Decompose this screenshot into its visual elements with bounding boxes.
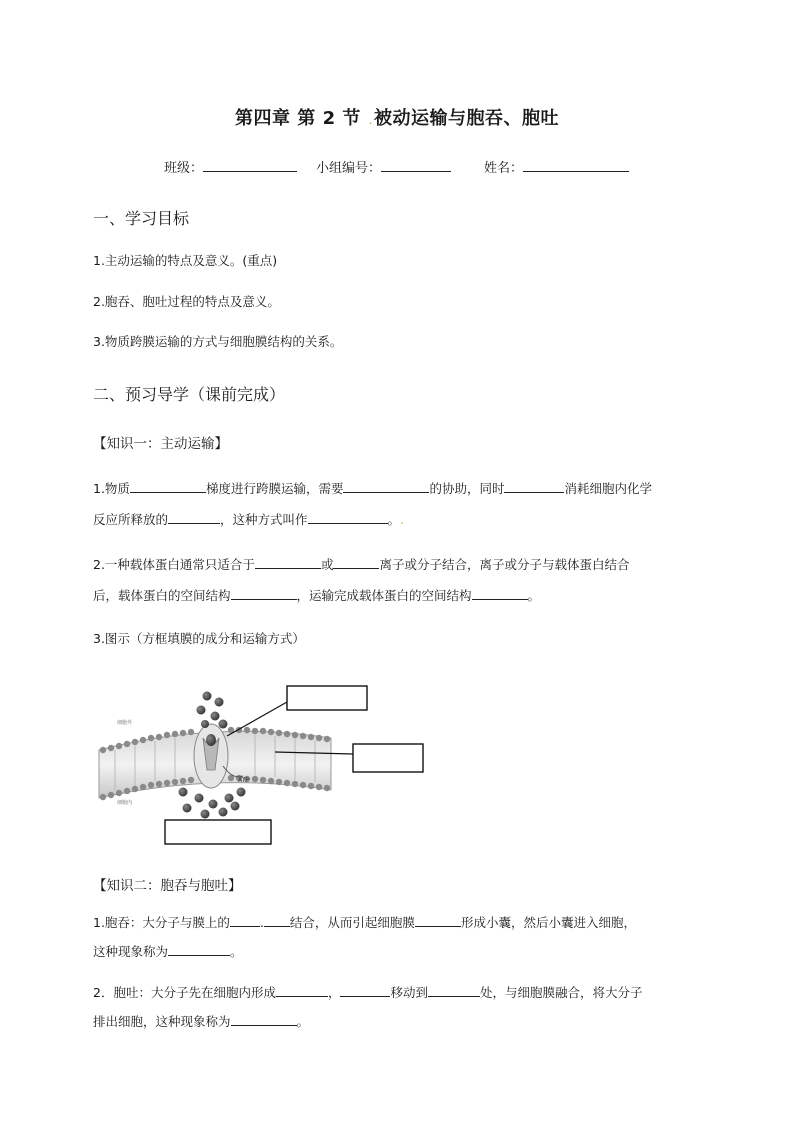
q5-text-e: 排出细胞，这种现象称为 xyxy=(93,1014,231,1029)
q2-text-c: 离子或分子结合，离子或分子与载体蛋白结合 xyxy=(379,557,630,572)
q1-text-c: 的协助，同时 xyxy=(429,481,505,496)
class-label: 班级： xyxy=(164,161,204,176)
answer-box-protein xyxy=(287,686,367,710)
q2-blank-3[interactable] xyxy=(231,587,297,600)
q2-text-b: 或 xyxy=(320,557,334,572)
q4-blank-1a[interactable] xyxy=(230,914,260,927)
q1-blank-1[interactable] xyxy=(130,480,206,493)
q1-blank-3[interactable] xyxy=(504,480,564,493)
q4-blank-1b[interactable] xyxy=(264,914,290,927)
q5-blank-4[interactable] xyxy=(231,1013,297,1026)
q1-text-b: 梯度进行跨膜运输，需要 xyxy=(205,481,344,496)
q5-text-d: 处，与细胞膜融合，将大分子 xyxy=(480,985,643,1000)
class-blank[interactable] xyxy=(203,159,297,172)
answer-box-transport xyxy=(165,820,271,844)
title-chapter: 第四章 第 2 节 xyxy=(235,108,361,129)
q1-blank-5[interactable] xyxy=(308,511,388,524)
q1-text-a: 1.物质 xyxy=(93,481,130,496)
question-4-line1 xyxy=(93,913,636,931)
membrane-transport-diagram xyxy=(95,680,435,850)
group-blank[interactable] xyxy=(381,159,451,172)
q4-blank-3[interactable] xyxy=(168,943,230,956)
question-1-line1 xyxy=(93,479,652,497)
q2-blank-2[interactable] xyxy=(333,556,379,569)
goal-item: 2.胞吞、胞吐过程的特点及意义。 xyxy=(93,294,280,309)
question-4-line2 xyxy=(93,942,243,960)
q1-blank-2[interactable] xyxy=(343,480,429,493)
q4-text-a: 1.胞吞：大分子与膜上的 xyxy=(93,915,230,930)
question-5-line2 xyxy=(93,1012,309,1030)
q4-text-d: 这种现象称为 xyxy=(93,944,169,959)
group-label: 小组编号： xyxy=(316,161,382,176)
section-heading-goals: 一、学习目标 xyxy=(93,209,190,228)
q5-text-b: ， xyxy=(327,985,341,1000)
name-label: 姓名： xyxy=(484,161,524,176)
title-topic: 被动运输与胞吞、胞吐 xyxy=(373,108,559,129)
q5-text-c: 移动到 xyxy=(390,985,428,1000)
knowledge1-heading: 【知识一：主动运输】 xyxy=(93,436,228,452)
q4-dot: . xyxy=(259,915,264,930)
molecules-outside xyxy=(197,692,228,729)
q1-text-d: 消耗细胞内化学 xyxy=(564,481,652,496)
q4-text-b: 结合，从而引起细胞膜 xyxy=(289,915,415,930)
q4-text-e: 。 xyxy=(230,944,243,959)
atp-label: ATP xyxy=(238,777,249,784)
page-title xyxy=(0,104,794,130)
question-3: 3.图示（方框填膜的成分和运输方式） xyxy=(93,631,305,646)
q2-blank-4[interactable] xyxy=(472,587,528,600)
q4-blank-2[interactable] xyxy=(415,914,461,927)
q5-text-a: 2．胞吐：大分子先在细胞内形成 xyxy=(93,985,276,1000)
inside-label: 细胞内 xyxy=(117,800,133,806)
question-5-line1 xyxy=(93,983,643,1001)
q5-text-f: 。 xyxy=(296,1014,310,1029)
q1-dot: . xyxy=(400,512,405,527)
q5-blank-1[interactable] xyxy=(276,984,328,997)
q2-text-f: 。 xyxy=(527,588,541,603)
q5-blank-3[interactable] xyxy=(428,984,480,997)
outside-label: 细胞外 xyxy=(117,720,133,726)
title-dot: . xyxy=(368,113,373,127)
membrane-svg xyxy=(95,680,435,850)
q4-text-c: 形成小囊，然后小囊进入细胞， xyxy=(460,915,636,930)
group-field xyxy=(316,157,451,176)
name-field xyxy=(484,157,629,176)
q5-blank-2[interactable] xyxy=(340,984,390,997)
q2-text-d: 后，载体蛋白的空间结构 xyxy=(93,588,231,603)
carrier-protein xyxy=(194,724,228,788)
class-field xyxy=(164,157,297,176)
name-blank[interactable] xyxy=(523,159,629,172)
question-2-line2 xyxy=(93,586,540,604)
answer-box-membrane xyxy=(353,744,423,772)
q2-text-e: ，运输完成载体蛋白的空间结构 xyxy=(296,588,472,603)
goal-item: 3.物质跨膜运输的方式与细胞膜结构的关系。 xyxy=(93,334,343,349)
q1-blank-4[interactable] xyxy=(168,511,220,524)
knowledge2-heading: 【知识二：胞吞与胞吐】 xyxy=(93,878,242,894)
q1-text-g: 。 xyxy=(387,512,401,527)
question-1-line2 xyxy=(93,510,404,528)
q1-text-e: 反应所释放的 xyxy=(93,512,169,527)
q2-text-a: 2.一种载体蛋白通常只适合于 xyxy=(93,557,255,572)
q2-blank-1[interactable] xyxy=(255,556,321,569)
q1-text-f: ，这种方式叫作 xyxy=(220,512,308,527)
section-heading-preview: 二、预习导学（课前完成） xyxy=(93,385,286,404)
question-2-line1 xyxy=(93,555,629,573)
goal-item: 1.主动运输的特点及意义。(重点) xyxy=(93,253,278,268)
